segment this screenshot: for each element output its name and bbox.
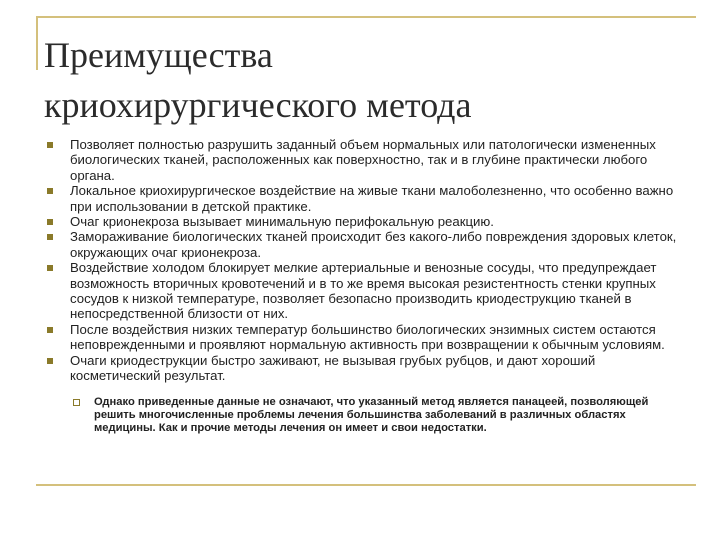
- bullet-item: [44, 214, 684, 229]
- square-bullet-icon: [47, 358, 53, 364]
- bullet-item: [44, 353, 684, 435]
- top-border-line: [36, 16, 696, 18]
- square-bullet-icon: [47, 327, 53, 333]
- square-bullet-icon: [47, 265, 53, 271]
- sub-bullet-text: Однако приведенные данные не означают, что указанный метод является панацеей, позволяющей решить многочисленные проблемы лечения большинства заболеваний в различных областях медицины. Как и прочие методы лечения он имеет и свои недостатки.: [94, 395, 649, 434]
- bullet-text: Очаги криодеструкции быстро заживают, не вызывая грубых рубцов, и дают хороший косметический результат.: [70, 352, 596, 384]
- bullet-item: [44, 137, 684, 183]
- left-border-line: [36, 16, 38, 70]
- bullet-item: [44, 260, 684, 322]
- title-line-1: Преимущества: [44, 35, 273, 75]
- bullet-item: [44, 322, 684, 353]
- bullet-item: [44, 229, 684, 260]
- bullet-item: [44, 183, 684, 214]
- bullet-text: Локальное криохирургическое воздействие на живые ткани малоболезненно, что особенно важно при использовании в детской практике.: [70, 183, 674, 214]
- bullet-text: Замораживание биологических тканей происходит без какого-либо повреждения здоровых клеток, окружающих очаг крионекроза.: [70, 229, 677, 260]
- bullet-list: [44, 137, 684, 435]
- bullet-text: Позволяет полностью разрушить заданный объем нормальных или патологически измененных биологических тканей, расположенных как поверхностно, так и в глубине практически любого органа.: [70, 137, 656, 183]
- sub-bullet-list: [70, 396, 684, 435]
- bullet-text: Воздействие холодом блокирует мелкие артериальные и венозные сосуды, что предупреждает возможность вторичных кровотечений и в то же время высокая резистентность стенки крупных сосудов к низкой температуре, позволяет безопасно производить криодеструкцию тканей в непосредственной близости от них.: [70, 260, 657, 322]
- square-bullet-icon: [47, 234, 53, 240]
- bottom-border-line: [36, 484, 696, 486]
- sub-bullet-item: [70, 396, 684, 435]
- square-bullet-icon: [47, 188, 53, 194]
- title-line-2: криохирургического метода: [44, 85, 472, 125]
- hollow-square-bullet-icon: [73, 399, 80, 406]
- square-bullet-icon: [47, 142, 53, 148]
- bullet-text: Очаг крионекроза вызывает минимальную перифокальную реакцию.: [70, 214, 494, 230]
- bullet-text: После воздействия низких температур большинство биологических энзимных систем остаются неповрежденными и проявляют нормальную активность при возвращении к обычным условиям.: [70, 321, 665, 353]
- slide-title: [44, 30, 684, 130]
- square-bullet-icon: [47, 219, 53, 225]
